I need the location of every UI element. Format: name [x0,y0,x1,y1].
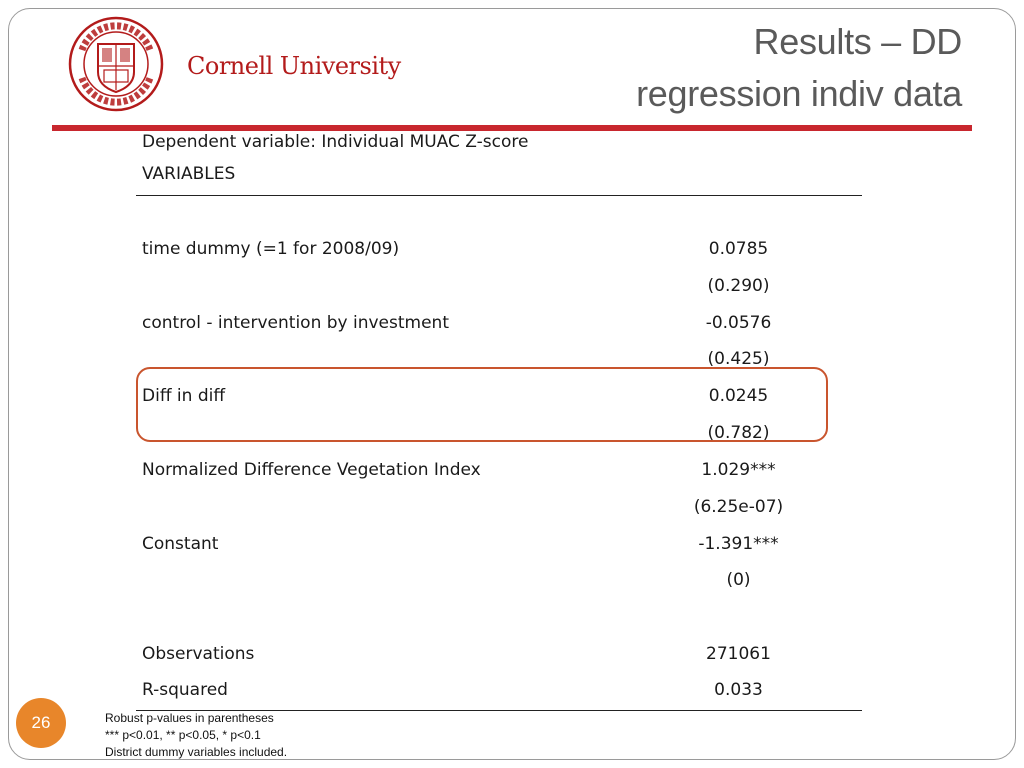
slide-number-badge: 26 [16,698,66,748]
table-notes [105,710,287,761]
table-row-value: 1.029*** [701,460,776,480]
table-row-label: Constant [142,534,219,554]
table-top-rule [136,195,862,196]
table-row-value: 271061 [706,644,771,664]
table-row-value: (0) [726,570,751,590]
table-row-label: R-squared [142,680,228,700]
slide-title [502,16,962,120]
table-row-value: -1.391*** [698,534,779,554]
note-line: *** p<0.01, ** p<0.05, * p<0.1 [105,728,261,742]
table-row-label: Normalized Difference Vegetation Index [142,460,481,480]
table-row-value: 0.0785 [708,239,769,259]
title-divider [52,125,972,131]
table-row-value: 0.033 [714,680,763,700]
table-row-label: Diff in diff [142,386,226,406]
table-row-label: control - intervention by investment [142,313,449,333]
table-row-value: (6.25e-07) [693,497,784,517]
dependent-variable-label: Dependent variable: Individual MUAC Z-score [142,132,529,152]
table-row-value: (0.425) [707,349,770,369]
variables-header: VARIABLES [142,164,236,184]
table-row-value: (0.290) [707,276,770,296]
cornell-wordmark: Cornell University [187,52,401,80]
cornell-seal-logo [68,16,164,112]
table-row-label: Observations [142,644,255,664]
title-line-1: Results – DD [753,21,962,62]
table-row-value: -0.0576 [705,313,772,333]
table-row-value: (0.782) [707,423,770,443]
table-row-value: 0.0245 [708,386,769,406]
note-line: Robust p-values in parentheses [105,711,274,725]
note-line: District dummy variables included. [105,745,288,759]
diff-in-diff-highlight [136,367,828,442]
title-line-2: regression indiv data [636,73,962,114]
table-row-label: time dummy (=1 for 2008/09) [142,239,400,259]
